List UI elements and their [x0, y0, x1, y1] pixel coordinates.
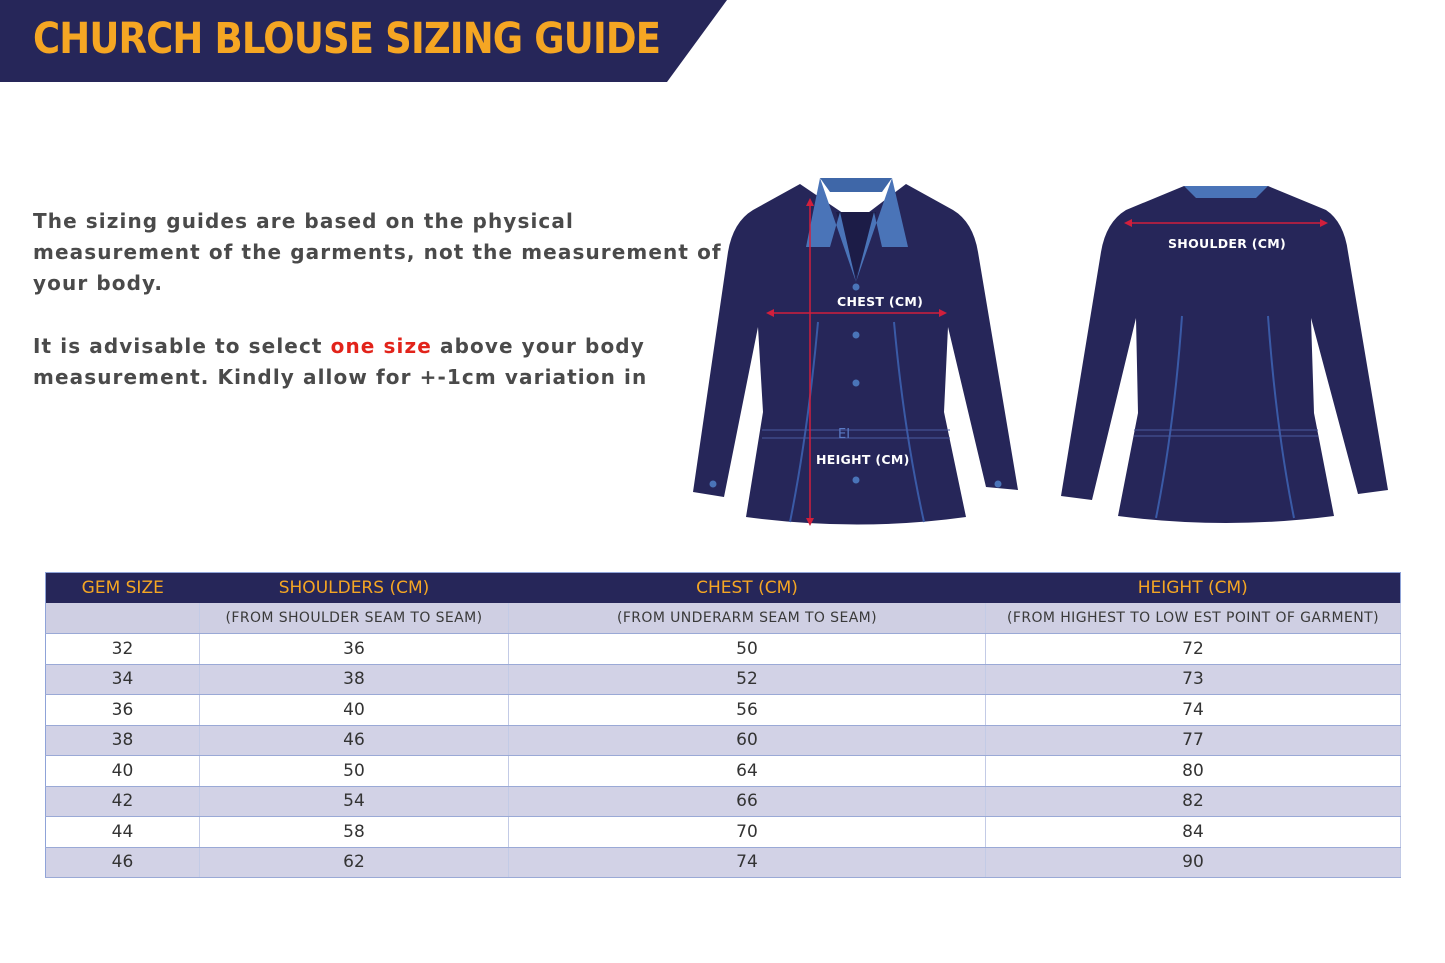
- cell-height: 82: [986, 786, 1401, 817]
- cell-height: 84: [986, 817, 1401, 848]
- table-row: [46, 847, 1401, 878]
- cell-chest: 74: [509, 847, 986, 878]
- table-row: [46, 786, 1401, 817]
- table-row: [46, 756, 1401, 787]
- intro-highlight: one size: [330, 334, 432, 358]
- belt-logo: EI: [838, 427, 851, 442]
- cell-chest: 66: [509, 786, 986, 817]
- cell-chest: 60: [509, 725, 986, 756]
- header-chest: CHEST (CM): [509, 573, 986, 604]
- table-row: [46, 695, 1401, 726]
- cell-shoulders: 50: [200, 756, 509, 787]
- cell-height: 73: [986, 664, 1401, 695]
- cell-chest: 56: [509, 695, 986, 726]
- button-1: [853, 284, 860, 291]
- table-header-row: [46, 573, 1401, 604]
- shoulder-label: SHOULDER (CM): [1168, 236, 1287, 251]
- cell-shoulders: 46: [200, 725, 509, 756]
- intro-paragraph-2: [33, 331, 733, 393]
- cell-size: 44: [46, 817, 200, 848]
- cell-size: 46: [46, 847, 200, 878]
- cell-size: 36: [46, 695, 200, 726]
- cell-chest: 64: [509, 756, 986, 787]
- chest-label: CHEST (CM): [837, 294, 924, 309]
- cell-height: 72: [986, 634, 1401, 665]
- header-banner: [0, 0, 727, 82]
- cell-shoulders: 38: [200, 664, 509, 695]
- height-label: HEIGHT (CM): [816, 452, 910, 467]
- cell-chest: 70: [509, 817, 986, 848]
- back-collar: [1184, 186, 1268, 198]
- cell-size: 38: [46, 725, 200, 756]
- subheader-gem-size: [46, 603, 200, 634]
- cell-height: 80: [986, 756, 1401, 787]
- button-4: [853, 477, 860, 484]
- subheader-shoulders: (FROM SHOULDER SEAM TO SEAM): [200, 603, 509, 634]
- cell-height: 77: [986, 725, 1401, 756]
- button-2: [853, 332, 860, 339]
- cell-shoulders: 40: [200, 695, 509, 726]
- header-height: HEIGHT (CM): [986, 573, 1401, 604]
- table-row: [46, 725, 1401, 756]
- cell-height: 90: [986, 847, 1401, 878]
- cell-shoulders: 58: [200, 817, 509, 848]
- table-row: [46, 664, 1401, 695]
- sizing-table: [45, 572, 1401, 878]
- subheader-height: (FROM HIGHEST TO LOW EST POINT OF GARMENT): [986, 603, 1401, 634]
- blouse-front-illustration: [688, 172, 1028, 532]
- button-3: [853, 380, 860, 387]
- cell-size: 32: [46, 634, 200, 665]
- header-shoulders: SHOULDERS (CM): [200, 573, 509, 604]
- intro-paragraph-1: The sizing guides are based on the physical measurement of the garments, not the measurement of your body.: [33, 209, 722, 295]
- cell-size: 42: [46, 786, 200, 817]
- table-row: [46, 817, 1401, 848]
- intro-paragraph-2-start: It is advisable to select: [33, 334, 331, 358]
- table-subheader-row: [46, 603, 1401, 634]
- cell-shoulders: 54: [200, 786, 509, 817]
- cell-chest: 52: [509, 664, 986, 695]
- intro-paragraph-2-end: above your body measurement. Kindly allow for +-1cm variation in: [33, 334, 648, 389]
- cell-height: 74: [986, 695, 1401, 726]
- cuff-button-left: [710, 481, 717, 488]
- collar-band: [820, 178, 892, 192]
- header-gem-size: GEM SIZE: [46, 573, 200, 604]
- cell-size: 34: [46, 664, 200, 695]
- intro-text: [33, 206, 733, 393]
- cell-size: 40: [46, 756, 200, 787]
- table-row: [46, 634, 1401, 665]
- page-title: CHURCH BLOUSE SIZING GUIDE: [33, 14, 661, 64]
- cuff-button-right: [995, 481, 1002, 488]
- subheader-chest: (FROM UNDERARM SEAM TO SEAM): [509, 603, 986, 634]
- cell-shoulders: 36: [200, 634, 509, 665]
- blouse-back-illustration: [1056, 178, 1396, 530]
- cell-chest: 50: [509, 634, 986, 665]
- cell-shoulders: 62: [200, 847, 509, 878]
